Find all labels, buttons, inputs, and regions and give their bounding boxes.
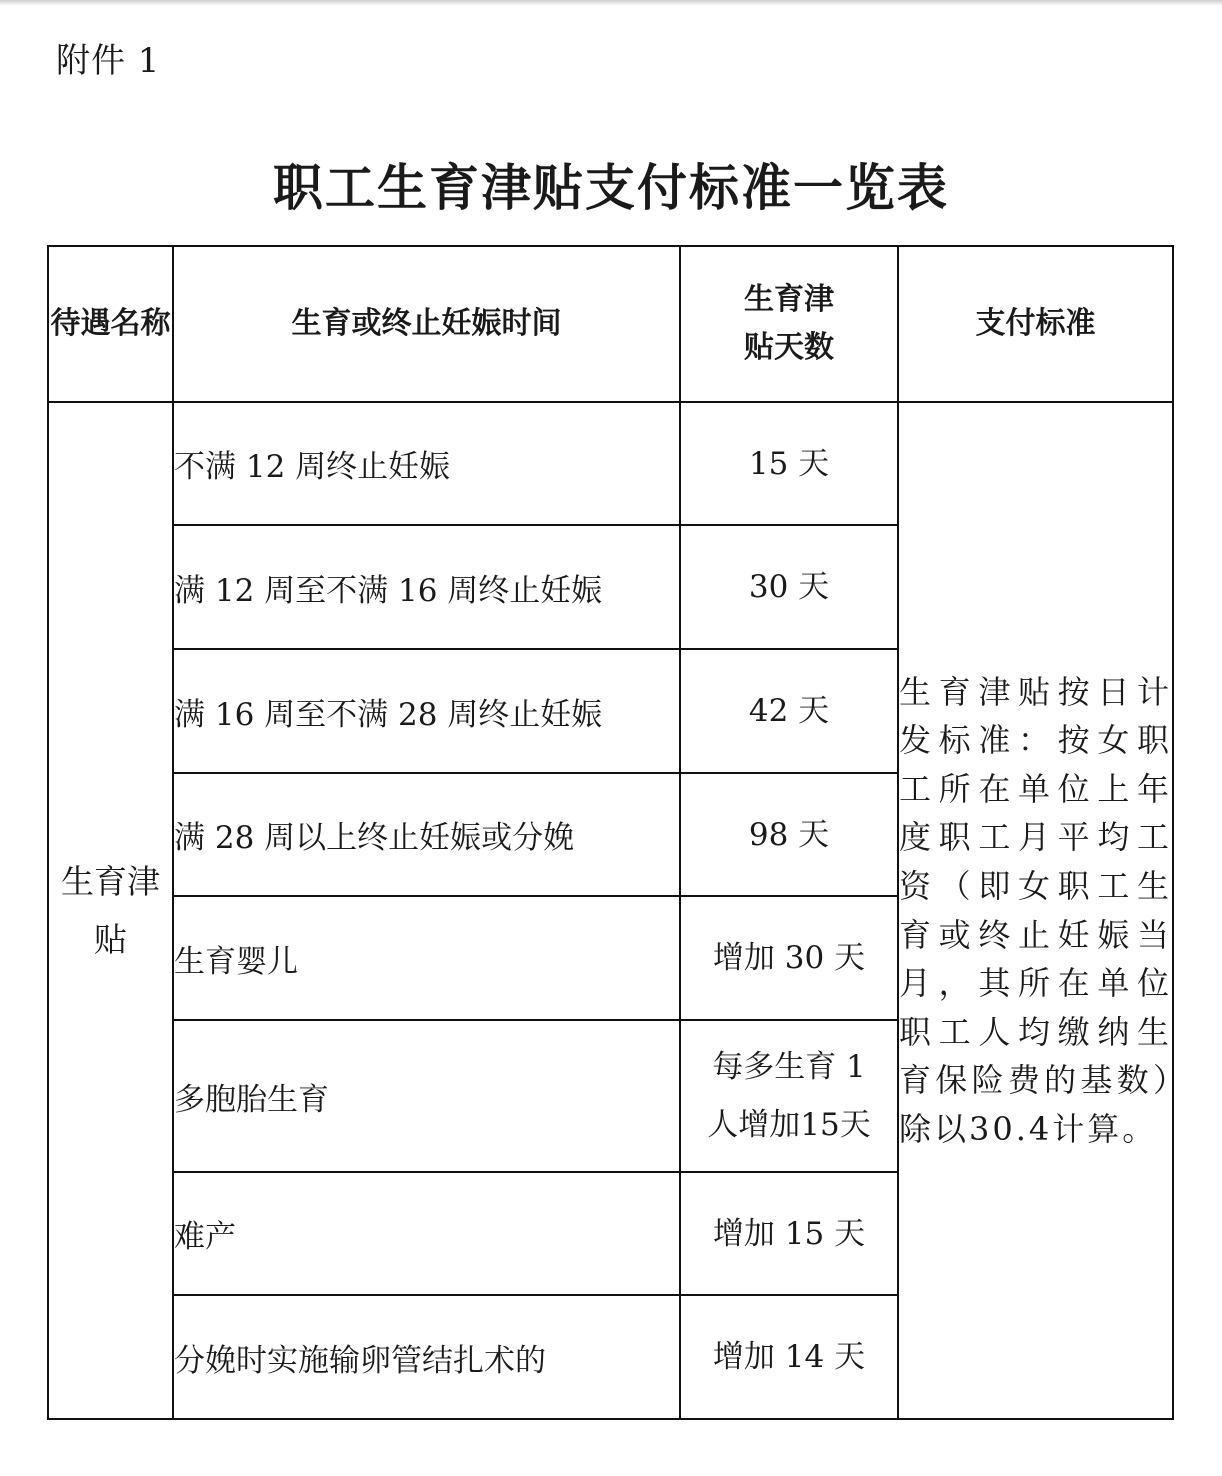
benefit-standard-table: [47, 245, 1174, 1420]
table-row: [48, 402, 1173, 525]
page-title: 职工生育津贴支付标准一览表: [273, 159, 949, 217]
header-row: [48, 246, 1173, 402]
days-cell: 增加 30 天: [680, 896, 898, 1020]
header-time: 生育或终止妊娠时间: [173, 246, 680, 402]
time-cell: 生育婴儿: [173, 896, 680, 1020]
benefit-name-cell: 生育津贴: [48, 402, 173, 1419]
time-cell: 满 12 周至不满 16 周终止妊娠: [173, 525, 680, 649]
days-cell: 42 天: [680, 649, 898, 773]
attachment-label: 附件 1: [56, 41, 161, 81]
days-cell: 30 天: [680, 525, 898, 649]
time-cell: 满 16 周至不满 28 周终止妊娠: [173, 649, 680, 773]
days-cell: 98 天: [680, 773, 898, 896]
time-cell: 不满 12 周终止妊娠: [173, 402, 680, 525]
payment-standard-cell: 生育津贴按日计发标准：按女职工所在单位上年度职工月平均工资（即女职工生育或终止妊娠当月，其所在单位职工人均缴纳生育保险费的基数）除以30.4计算。: [898, 402, 1173, 1419]
time-cell: 多胞胎生育: [173, 1020, 680, 1172]
days-cell: 每多生育 1 人增加15天: [680, 1020, 898, 1172]
days-cell: 15 天: [680, 402, 898, 525]
time-cell: 分娩时实施输卵管结扎术的: [173, 1295, 680, 1419]
header-days: 生育津贴天数: [680, 246, 898, 402]
header-standard: 支付标准: [898, 246, 1173, 402]
time-cell: 满 28 周以上终止妊娠或分娩: [173, 773, 680, 896]
days-cell: 增加 14 天: [680, 1295, 898, 1419]
days-cell: 增加 15 天: [680, 1172, 898, 1295]
time-cell: 难产: [173, 1172, 680, 1295]
top-edge-shadow: [0, 0, 1222, 6]
header-benefit-name: 待遇名称: [48, 246, 173, 402]
